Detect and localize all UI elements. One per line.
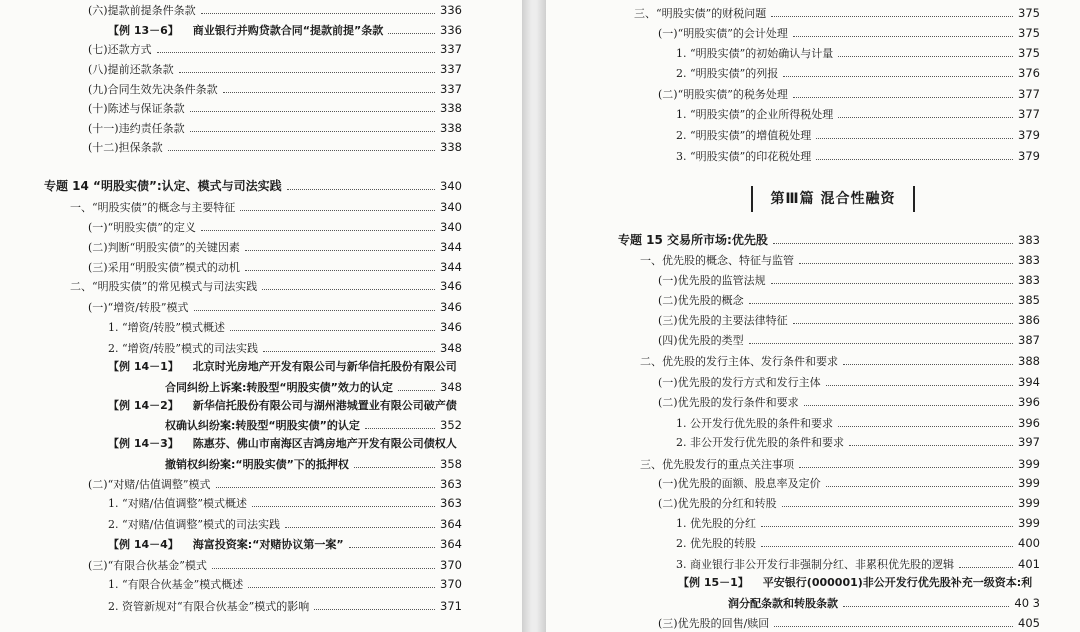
toc-page-number: 346 [440, 300, 462, 314]
toc-page-number: 383 [1018, 233, 1040, 247]
dot-leader [804, 396, 1013, 406]
example-label: 【例 14－1】 [108, 360, 179, 373]
dot-leader [212, 559, 435, 569]
dot-leader [240, 201, 435, 211]
dot-leader [761, 517, 1013, 527]
toc-entry-title: (一)优先股的发行方式和发行主体 [658, 376, 821, 389]
toc-entry-title: 合同纠纷上诉案:转股型“明股实债”效力的认定 [165, 381, 393, 394]
toc-entry-title: 1. “有限合伙基金”模式概述 [108, 578, 244, 591]
toc-entry-title: 二、优先股的发行主体、发行条件和要求 [640, 355, 838, 368]
toc-entry[interactable] [676, 126, 1040, 144]
toc-entry[interactable] [88, 1, 462, 19]
toc-page-number: 364 [440, 517, 462, 531]
toc-entry[interactable] [88, 80, 462, 98]
toc-entry-title: (二)“对赌/估值调整”模式 [88, 478, 211, 491]
dot-leader [816, 129, 1013, 139]
toc-page-number: 352 [440, 418, 462, 432]
toc-entry[interactable] [658, 331, 1040, 349]
dot-leader [749, 294, 1013, 304]
toc-entry[interactable] [108, 318, 462, 336]
dot-leader [799, 458, 1013, 468]
toc-entry-title: 1. “明股实债”的企业所得税处理 [676, 108, 834, 121]
toc-entry[interactable] [88, 238, 462, 256]
toc-entry[interactable] [634, 4, 1040, 22]
toc-entry-title: 3. 商业银行非公开发行非强制分红、非累积优先股的逻辑 [676, 558, 954, 571]
example-heading-line[interactable] [108, 397, 457, 415]
toc-entry[interactable] [88, 138, 462, 156]
toc-page-number: 399 [1018, 457, 1040, 471]
toc-entry[interactable] [658, 311, 1040, 329]
toc-entry-title: 2. 资管新规对“有限合伙基金”模式的影响 [108, 600, 310, 613]
dot-leader [314, 600, 435, 610]
toc-entry[interactable] [658, 291, 1040, 309]
toc-page-number: 387 [1018, 333, 1040, 347]
dot-leader [826, 376, 1013, 386]
toc-entry-title: 二、“明股实债”的常见模式与司法实践 [70, 280, 258, 293]
toc-topic-entry[interactable] [44, 177, 462, 195]
toc-page-number: 401 [1018, 557, 1040, 571]
dot-leader [398, 381, 435, 391]
dot-leader [248, 578, 435, 588]
toc-topic-entry[interactable] [618, 231, 1040, 249]
toc-page-number: 336 [440, 23, 462, 37]
toc-entry-title: (八)提前还款条款 [88, 63, 174, 76]
right-page [546, 0, 1080, 632]
example-label: 【例 14－2】 [108, 399, 179, 412]
dot-leader [285, 518, 435, 528]
toc-entry[interactable] [676, 534, 1040, 552]
example-title: 平安银行(000001)非公开发行优先股补充一级资本:利 [762, 576, 1033, 589]
dot-leader [388, 24, 435, 34]
dot-leader [799, 254, 1013, 264]
toc-entry[interactable] [640, 251, 1040, 269]
dot-leader [354, 458, 435, 468]
dot-leader [168, 141, 435, 151]
dot-leader [959, 558, 1013, 568]
toc-page-number: 344 [440, 240, 462, 254]
dot-leader [223, 83, 435, 93]
toc-page-number: 337 [440, 42, 462, 56]
part-heading [751, 186, 915, 212]
toc-page-number: 337 [440, 82, 462, 96]
dot-leader [179, 63, 435, 73]
toc-entry-title: (一)“明股实债”的定义 [88, 221, 196, 234]
toc-page-number: 340 [440, 220, 462, 234]
toc-entry-title: 一、优先股的概念、特征与监管 [640, 254, 794, 267]
toc-page-number: 383 [1018, 273, 1040, 287]
dot-leader [843, 355, 1013, 365]
toc-entry[interactable] [676, 555, 1040, 573]
book-gutter [522, 0, 546, 632]
dot-leader [190, 102, 435, 112]
toc-entry-title: (十)陈述与保证条款 [88, 102, 185, 115]
toc-entry[interactable] [88, 298, 462, 316]
example-label: 【例 13－6】 [108, 24, 179, 37]
dot-leader [771, 7, 1013, 17]
toc-example-entry[interactable] [108, 535, 462, 553]
toc-entry[interactable] [676, 433, 1040, 451]
toc-entry-title: 2. “增资/转股”模式的司法实践 [108, 342, 258, 355]
toc-page-number: 363 [440, 477, 462, 491]
toc-page-number: 348 [440, 380, 462, 394]
toc-entry[interactable] [658, 474, 1040, 492]
toc-page-number: 375 [1018, 6, 1040, 20]
dot-leader [793, 88, 1013, 98]
toc-entry-title: (三)“有限合伙基金”模式 [88, 559, 207, 572]
dot-leader [838, 47, 1013, 57]
toc-entry[interactable] [70, 198, 462, 216]
dot-leader [773, 234, 1013, 244]
dot-leader [262, 280, 435, 290]
toc-page-number: 358 [440, 457, 462, 471]
toc-entry[interactable] [640, 352, 1040, 370]
toc-page-number: 379 [1018, 128, 1040, 142]
toc-entry-title: (一)“明股实债”的会计处理 [658, 27, 788, 40]
toc-page-number: 364 [440, 537, 462, 551]
toc-entry[interactable] [88, 40, 462, 58]
toc-page-number: 338 [440, 121, 462, 135]
dot-leader [157, 43, 435, 53]
example-label: 【例 15－1】 [678, 576, 749, 589]
toc-entry-title: (二)优先股的发行条件和要求 [658, 396, 799, 409]
toc-entry-title: 1. 公开发行优先股的条件和要求 [676, 417, 833, 430]
toc-entry[interactable] [108, 339, 462, 357]
toc-page-number: 400 [1018, 536, 1040, 550]
toc-page-number: 399 [1018, 496, 1040, 510]
toc-entry[interactable] [676, 414, 1040, 432]
toc-page-number: 337 [440, 62, 462, 76]
toc-entry-title: 1. “对赌/估值调整”模式概述 [108, 497, 247, 510]
toc-entry-title: 3. “明股实债”的印花税处理 [676, 150, 812, 163]
toc-entry-title: (十一)违约责任条款 [88, 122, 185, 135]
toc-entry-title: 权确认纠纷案:转股型“明股实债”的认定 [165, 419, 360, 432]
toc-entry-title: 海富投资案:“对赌协议第一案” [192, 538, 344, 551]
dot-leader [263, 342, 435, 352]
toc-entry[interactable] [88, 218, 462, 236]
toc-entry-title: 三、“明股实债”的财税问题 [634, 7, 767, 20]
toc-entry-title: 2. 非公开发行优先股的条件和要求 [676, 436, 844, 449]
toc-entry-title: (二)判断“明股实债”的关键因素 [88, 241, 240, 254]
dot-leader [190, 122, 435, 132]
toc-page-number: 385 [1018, 293, 1040, 307]
dot-leader [230, 321, 435, 331]
toc-page-number: 397 [1018, 435, 1040, 449]
dot-leader [849, 436, 1013, 446]
toc-page-number: 344 [440, 260, 462, 274]
example-label: 【例 14－3】 [108, 437, 179, 450]
toc-entry-title: (三)优先股的主要法律特征 [658, 314, 788, 327]
toc-example-entry[interactable] [165, 416, 462, 434]
toc-page-number: 370 [440, 558, 462, 572]
toc-entry[interactable] [658, 393, 1040, 411]
toc-entry-title: 2. “对赌/估值调整”模式的司法实践 [108, 518, 280, 531]
dot-leader [782, 497, 1013, 507]
dot-leader [793, 27, 1013, 37]
toc-page-number: 375 [1018, 26, 1040, 40]
toc-entry-title: (九)合同生效先决条件条款 [88, 83, 218, 96]
toc-page-number: 338 [440, 101, 462, 115]
toc-page-number: 40 3 [1014, 596, 1040, 610]
toc-entry-title: (三)采用“明股实债”模式的动机 [88, 261, 240, 274]
toc-page-number: 399 [1018, 476, 1040, 490]
toc-entry[interactable] [658, 85, 1040, 103]
dot-leader [749, 334, 1013, 344]
toc-page-number: 340 [440, 179, 462, 193]
toc-entry[interactable] [108, 575, 462, 593]
toc-entry[interactable] [676, 514, 1040, 532]
toc-page-number: 336 [440, 3, 462, 17]
toc-entry-title: (一)优先股的监管法规 [658, 274, 766, 287]
toc-entry-title: 润分配条款和转股条款 [728, 597, 838, 610]
toc-entry-title: 1. 优先股的分红 [676, 517, 756, 530]
toc-page-number: 399 [1018, 516, 1040, 530]
toc-entry-title: 1. “增资/转股”模式概述 [108, 321, 225, 334]
toc-example-entry[interactable] [108, 21, 462, 39]
toc-page-number: 370 [440, 577, 462, 591]
toc-entry[interactable] [88, 556, 462, 574]
toc-entry[interactable] [658, 271, 1040, 289]
toc-page-number: 375 [1018, 46, 1040, 60]
dot-leader [783, 67, 1013, 77]
example-title: 陈惠芬、佛山市南海区吉鸿房地产开发有限公司债权人 [192, 437, 457, 450]
toc-entry[interactable] [676, 105, 1040, 123]
toc-example-entry[interactable] [165, 378, 462, 396]
toc-page-number: 379 [1018, 149, 1040, 163]
toc-entry[interactable] [676, 44, 1040, 62]
dot-leader [761, 537, 1013, 547]
dot-leader [245, 241, 435, 251]
example-heading-line[interactable] [678, 574, 1032, 592]
dot-leader [194, 301, 436, 311]
toc-entry[interactable] [676, 64, 1040, 82]
toc-entry-title: 2. 优先股的转股 [676, 537, 756, 550]
toc-entry-title: 专题 15 交易所市场:优先股 [618, 233, 768, 247]
toc-entry-title: (十二)担保条款 [88, 141, 163, 154]
toc-page-number: 363 [440, 496, 462, 510]
example-title: 新华信托股份有限公司与湖州港城置业有限公司破产债 [192, 399, 457, 412]
toc-entry[interactable] [70, 277, 462, 295]
toc-page-number: 388 [1018, 354, 1040, 368]
toc-page-number: 348 [440, 341, 462, 355]
toc-entry[interactable] [108, 494, 462, 512]
toc-entry[interactable] [88, 119, 462, 137]
toc-entry-title: (二)优先股的概念 [658, 294, 744, 307]
part-heading-text: 第Ⅲ篇 混合性融资 [770, 191, 896, 207]
toc-page-number: 386 [1018, 313, 1040, 327]
toc-example-entry[interactable] [728, 594, 1040, 612]
toc-entry[interactable] [658, 373, 1040, 391]
toc-entry[interactable] [88, 60, 462, 78]
dot-leader [245, 261, 435, 271]
toc-page-number: 396 [1018, 395, 1040, 409]
example-heading-line[interactable] [108, 358, 457, 376]
toc-entry-title: (一)优先股的面额、股息率及定价 [658, 477, 821, 490]
toc-page-number: 405 [1018, 616, 1040, 630]
toc-entry-title: (二)优先股的分红和转股 [658, 497, 777, 510]
dot-leader [843, 597, 1009, 607]
dot-leader [816, 150, 1013, 160]
toc-page-number: 371 [440, 599, 462, 613]
toc-entry-title: (三)优先股的回售/赎回 [658, 617, 770, 630]
dot-leader [201, 4, 435, 14]
dot-leader [771, 274, 1013, 284]
toc-page-number: 340 [440, 200, 462, 214]
toc-page-number: 346 [440, 320, 462, 334]
example-label: 【例 14－4】 [108, 538, 179, 551]
toc-entry-title: 2. “明股实债”的列报 [676, 67, 779, 80]
toc-page-number: 377 [1018, 107, 1040, 121]
toc-entry[interactable] [640, 455, 1040, 473]
toc-entry[interactable] [108, 597, 462, 615]
example-heading-line[interactable] [108, 435, 457, 453]
dot-leader [349, 538, 435, 548]
toc-example-entry[interactable] [165, 455, 462, 473]
toc-entry-title: (六)提款前提条件条款 [88, 4, 196, 17]
dot-leader [838, 108, 1013, 118]
toc-page-number: 346 [440, 279, 462, 293]
toc-entry[interactable] [658, 24, 1040, 42]
dot-leader [793, 314, 1013, 324]
toc-page-number: 338 [440, 140, 462, 154]
toc-entry-title: (一)“增资/转股”模式 [88, 301, 189, 314]
toc-entry-title: 1. “明股实债”的初始确认与计量 [676, 47, 834, 60]
toc-entry-title: 一、“明股实债”的概念与主要特征 [70, 201, 236, 214]
dot-leader [216, 478, 436, 488]
toc-entry-title: 三、优先股发行的重点关注事项 [640, 458, 794, 471]
example-title: 北京时光房地产开发有限公司与新华信托股份有限公司 [192, 360, 457, 373]
toc-entry[interactable] [88, 99, 462, 117]
toc-entry[interactable] [658, 614, 1040, 632]
toc-entry[interactable] [108, 515, 462, 533]
dot-leader [365, 419, 435, 429]
dot-leader [774, 617, 1013, 627]
left-page [0, 0, 522, 632]
toc-entry-title: (七)还款方式 [88, 43, 152, 56]
dot-leader [287, 180, 435, 190]
toc-entry-title: 商业银行并购贷款合同“提款前提”条款 [192, 24, 384, 37]
toc-entry[interactable] [658, 494, 1040, 512]
dot-leader [838, 417, 1013, 427]
toc-entry-title: 专题 14 “明股实债”:认定、模式与司法实践 [44, 179, 282, 193]
toc-entry[interactable] [88, 475, 462, 493]
toc-entry-title: 撤销权纠纷案:“明股实债”下的抵押权 [165, 458, 349, 471]
toc-entry-title: 2. “明股实债”的增值税处理 [676, 129, 812, 142]
toc-page-number: 377 [1018, 87, 1040, 101]
toc-entry-title: (二)“明股实债”的税务处理 [658, 88, 788, 101]
toc-page-number: 394 [1018, 375, 1040, 389]
toc-page-number: 396 [1018, 416, 1040, 430]
toc-entry-title: (四)优先股的类型 [658, 334, 744, 347]
dot-leader [252, 497, 435, 507]
dot-leader [826, 477, 1013, 487]
dot-leader [201, 221, 435, 231]
toc-entry[interactable] [676, 147, 1040, 165]
toc-page-number: 376 [1018, 66, 1040, 80]
toc-entry[interactable] [88, 258, 462, 276]
toc-page-number: 383 [1018, 253, 1040, 267]
